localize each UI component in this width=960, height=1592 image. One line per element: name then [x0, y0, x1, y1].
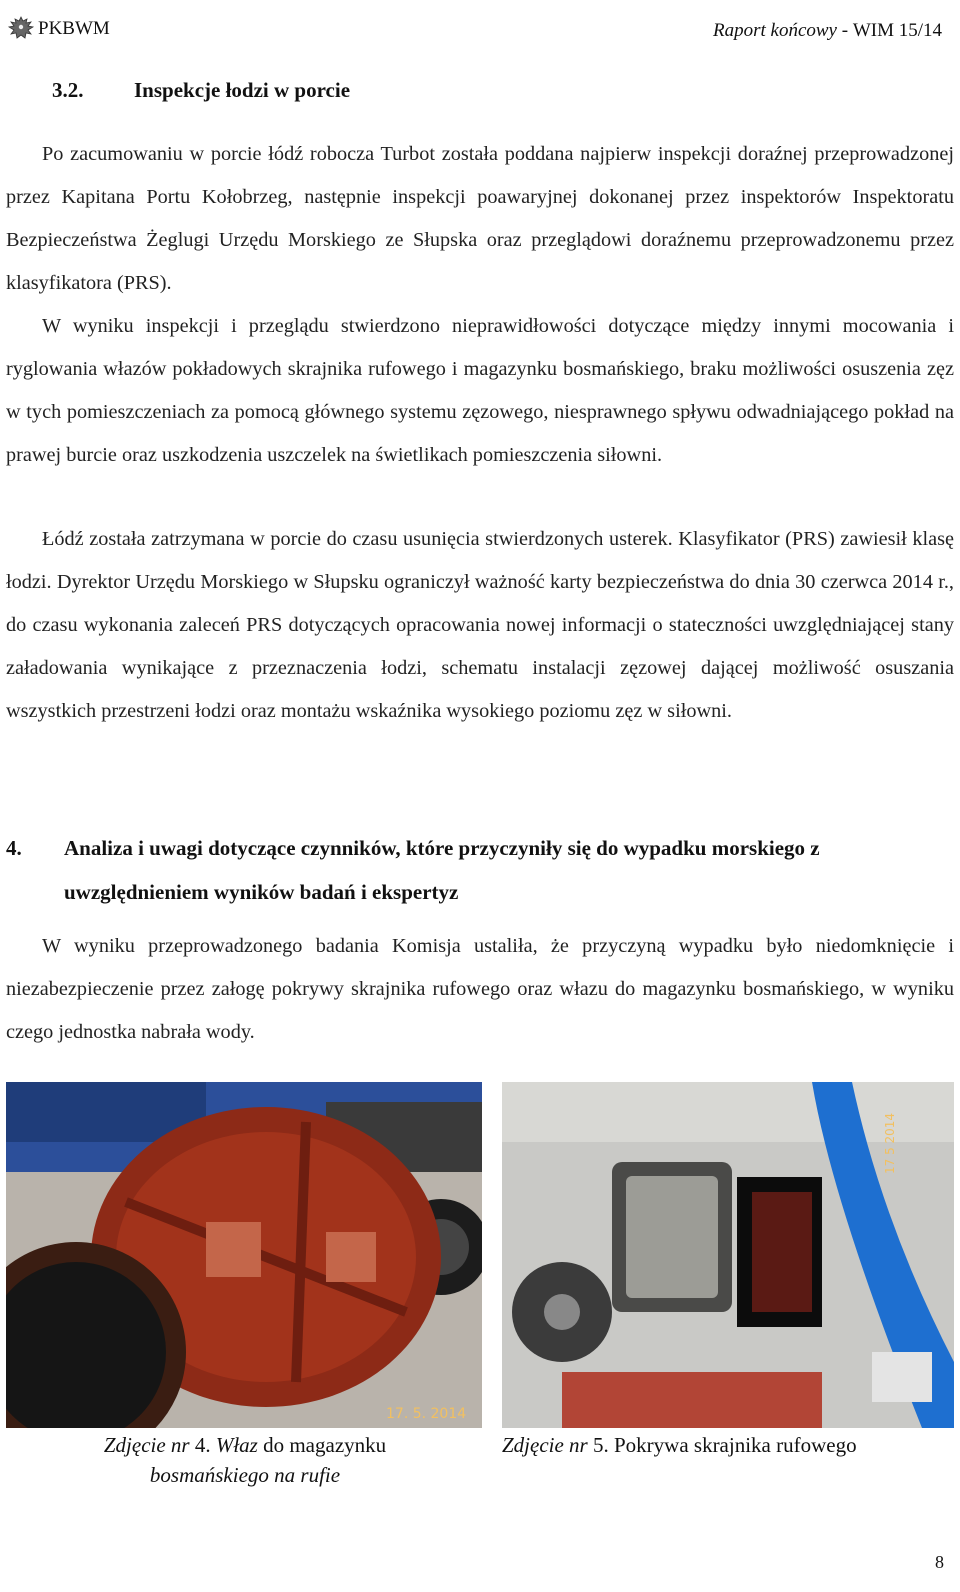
eagle-emblem-icon: [6, 14, 36, 44]
paragraph: Łódź została zatrzymana w porcie do czasu usunięcia stwierdzonych usterek. Klasyfikator (PRS) zawiesił klasę łodzi. Dyrektor Urzędu Morskiego w Słupsku ograniczył ważność karty bezpieczeństwa do dnia 30 czerwca 2014 r., do czasu wykonania zaleceń PRS dotyczących opracowania nowej informacji o stateczności uwzględniającej stany załadowania wynikające z przeznaczenia łodzi, schematu instalacji zęzowej dającej możliwość osuszania wszystkich przestrzeni łodzi oraz montażu wskaźnika wysokiego poziomu zęz w siłowni.: [6, 528, 954, 722]
caption-number: 4.: [194, 1433, 211, 1457]
photo-cover: [502, 1082, 954, 1428]
section-title: Analiza i uwagi dotyczące czynników, które przyczyniły się do wypadku morskiego z uwzględnieniem wyników badań i ekspertyz: [64, 836, 820, 904]
caption-number: 5.: [592, 1433, 609, 1457]
photo-cover-image: [502, 1082, 954, 1428]
caption-word: Właz: [215, 1433, 258, 1457]
caption-prefix: Zdjęcie nr: [103, 1433, 190, 1457]
paragraph: W wyniku przeprowadzonego badania Komisja ustaliła, że przyczyną wypadku było niedomknięcie i niezabezpieczenie przez załogę pokrywy skrajnika rufowego oraz włazu do magazynku bosmańskiego, w wyniku czego jednostka nabrała wody.: [6, 935, 954, 1043]
photo-caption: [60, 1430, 430, 1490]
section-number: 4.: [6, 836, 22, 860]
page-header: [6, 14, 942, 46]
header-report-label: Raport końcowy -: [712, 20, 849, 41]
photo-date-stamp: 17. 5. 2014: [386, 1406, 467, 1422]
page-number: 8: [935, 1552, 944, 1572]
section-4-heading: [6, 826, 956, 914]
paragraph: Po zacumowaniu w porcie łódź robocza Turbot została poddana najpierw inspekcji doraźnej przeprowadzonej przez Kapitana Portu Kołobrzeg, następnie inspekcji poawaryjnej dokonanej przez inspektorów Inspektoratu Bezpieczeństwa Żeglugi Urzędu Morskiego ze Słupska oraz przeglądowi doraźnemu przeprowadzonemu przez klasyfikatora (PRS).: [6, 143, 954, 294]
caption-word: do magazynku: [263, 1433, 387, 1457]
header-report: [713, 20, 942, 42]
section-3-2-heading: [52, 78, 350, 103]
photo-date-stamp: 17 5 2014: [883, 1112, 897, 1174]
section-number: 3.2.: [52, 78, 84, 102]
header-report-code: WIM 15/14: [852, 20, 942, 41]
photo-hatch-image: [6, 1082, 482, 1428]
header-left: [6, 14, 110, 44]
caption-line2: bosmańskiego na rufie: [149, 1463, 341, 1487]
photo-caption: [502, 1430, 954, 1460]
caption-prefix: Zdjęcie nr: [502, 1433, 588, 1457]
section-title: Inspekcje łodzi w porcie: [134, 78, 351, 102]
header-org: PKBWM: [38, 18, 110, 39]
caption-rest: Pokrywa skrajnika rufowego: [613, 1433, 857, 1457]
photo-hatch: [6, 1082, 482, 1428]
paragraph: W wyniku inspekcji i przeglądu stwierdzono nieprawidłowości dotyczące między innymi mocowania i ryglowania włazów pokładowych skrajnika rufowego i magazynku bosmańskiego, braku możliwości osuszenia zęz w tych pomieszczeniach za pomocą głównego systemu zęzowego, niesprawnego spływu odwadniającego pokład na prawej burcie oraz uszkodzenia uszczelek na świetlikach pomieszczenia siłowni.: [6, 315, 954, 466]
